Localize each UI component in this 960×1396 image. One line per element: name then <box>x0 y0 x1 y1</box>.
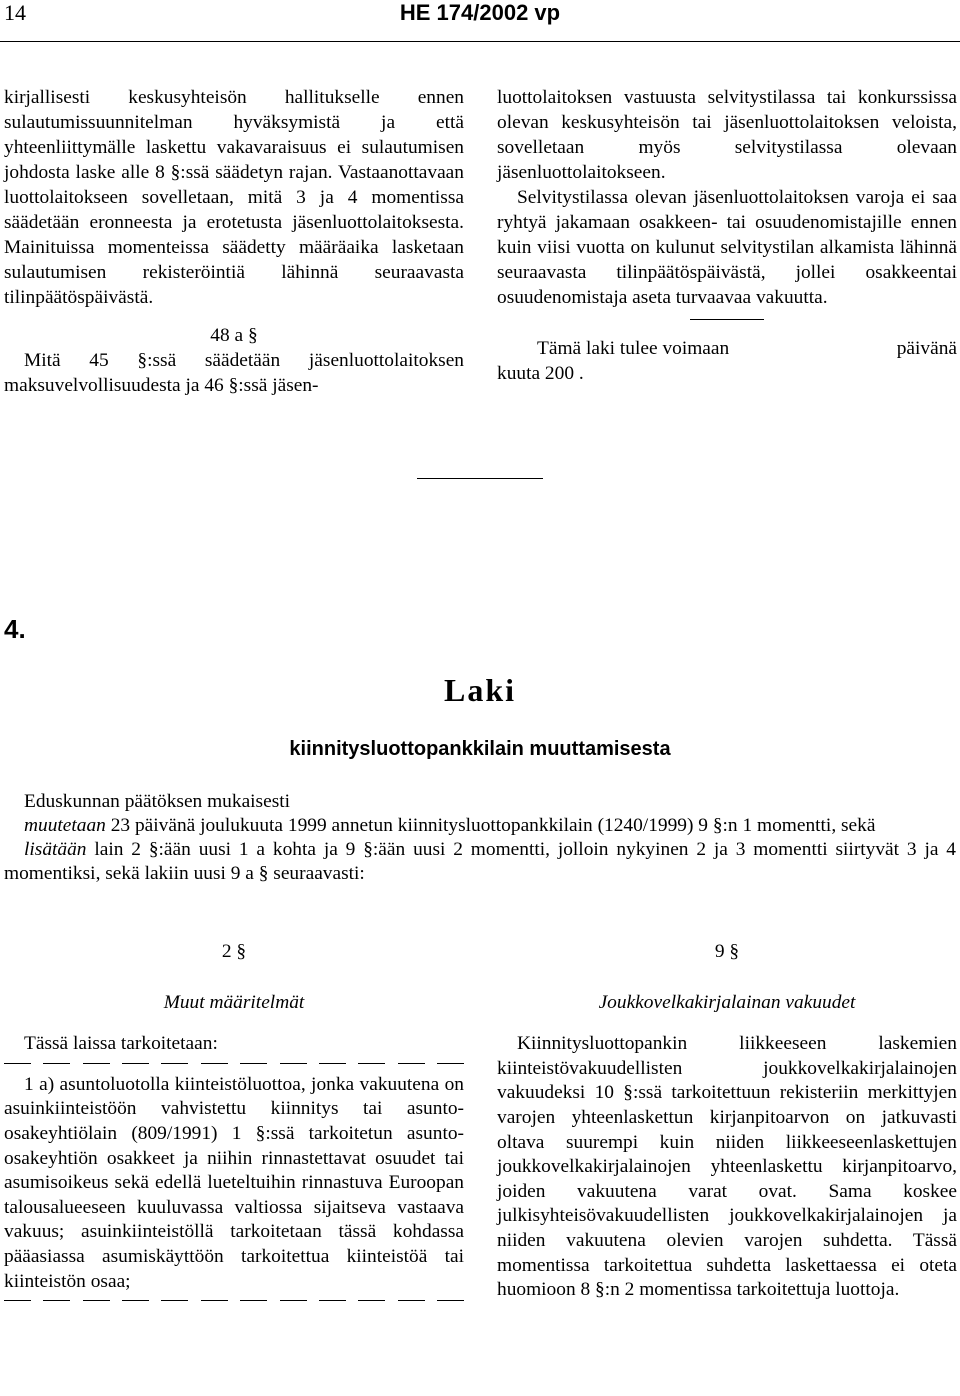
page-number: 14 <box>4 0 26 25</box>
section-9 <box>497 940 957 1303</box>
separator-rule <box>690 319 764 320</box>
section-text-48a: Mitä 45 §:ssä säädetään jäsenluottolaitoksen maksuvelvollisuudesta ja 46 §:ssä jäsen- <box>4 350 464 396</box>
entry-into-force-day: päivänä <box>896 338 957 359</box>
amend-word: muutetaan <box>24 815 106 836</box>
section-heading-48a: 48 a § <box>210 325 258 346</box>
law-subtitle: kiinnitysluottopankkilain muuttamisesta <box>289 738 671 760</box>
omission-dashes <box>4 1294 464 1306</box>
left-column-top <box>4 85 464 398</box>
header-rule <box>0 41 960 42</box>
amend-text: 23 päivänä joulukuuta 1999 annetun kiinnitysluottopankkilain (1240/1999) 9 §:n 1 momentti, sekä <box>105 815 876 836</box>
paragraph: luottolaitoksen vastuusta selvitystilassa tai konkurssissa olevan keskusyhteisön tai jäsenluottolaitoksen veloista, sovelletaan myös selvitystilassa olevaan jäsenluottolaitokseen. <box>497 87 957 183</box>
section-title: Joukkovelkakirjalainan vakuudet <box>598 991 856 1013</box>
enacting-clause: Eduskunnan päätöksen mukaisesti <box>24 791 291 812</box>
document-id: HE 174/2002 vp <box>399 0 561 25</box>
section-number: 2 § <box>221 941 247 962</box>
paragraph: Selvitystilassa olevan jäsenluottolaitoksen varoja ei saa ryhtyä jakamaan osakkeen- tai osuudenomistajille ennen kuin viisi vuotta on kulunut selvitystilan alkamista lähinnä seuraavasta tilinpäätöspäivästä, jollei osakkeentai osuudenomistaja aseta turvaavaa vakuutta. <box>497 187 957 308</box>
right-column-top <box>497 85 957 386</box>
entry-into-force-text: Tämä laki tulee voimaan <box>537 338 730 359</box>
section-body: Kiinnitysluottopankin liikkeeseen laskemien kiinteistövakuudellisten joukkovelkakirjalainojen vakuudeksi 10 §:ssä tarkoitettuun rekisteriin merkittyjen varojen yhteenlaskettun kirjanpitoarvon on jatkuvasti oltava suurempi kuin niiden liikkeeseenlaskettujen joukkovelkakirjalainojen yhteenlaskettu kirjanpitoarvo, joiden vakuutena varat ovat. Sama koskee julkisyhteisövakuudellisten joukkovelkakirjalainojen ja niiden vakuutena olevien varojen suhdetta. Tässä momentissa tarkoitettua suhdetta laskettaessa ei oteta huomioon 8 §:n 2 momentissa tarkoitettuja luottoja. <box>497 1033 957 1301</box>
section-title: Muut määritelmät <box>163 991 305 1013</box>
section-number: 9 § <box>714 941 740 962</box>
add-word: lisätään <box>24 839 87 860</box>
section-2 <box>4 940 464 1306</box>
section-body: 1 a) asuntoluotolla kiinteistöluottoa, jonka vakuutena on asuinkiinteistöön vahvistettu kiinnitys tai asunto-osakeyhtiölain (809/1991) 1 §:ssä tarkoitetun asunto-osakeyhtiön osakkeet ja niihin rinnastettavat osuudet tai asumisoikeus sekä edellä lueteltuihin rinnastuva Euroopan talousalueeseen kuuluvassa valtiossa sijaitseva vastaava vakuus; asuinkiinteistöllä tarkoitetaan tässä kohdassa pääasiassa asumiskäyttöön tarkoitettua kiinteistöä tai kiinteistön osaa; <box>4 1073 464 1292</box>
entry-into-force-month: kuuta 200 . <box>497 363 584 384</box>
end-of-law-rule <box>417 478 543 479</box>
section-lead: Tässä laissa tarkoitetaan: <box>24 1033 218 1055</box>
law-number: 4. <box>4 614 26 644</box>
amend-clause <box>4 814 956 838</box>
entry-into-force-line <box>497 336 957 361</box>
paragraph: kirjallisesti keskusyhteisön hallitukselle ennen sulautumissuunnitelman hyväksymistä ja että yhteenliittymälle laskettu vakavaraisuus ei sulautumisen johdosta laske alle 8 §:ssä säädetyn rajan. Vastaanottavaan luottolaitokseen sovelletaan, mitä 3 ja 4 momentissa säädetään eronneesta ja erotetusta jäsenluottolaitoksesta. Mainituissa momenteissa säädetty määräaika lasketaan sulautumisen rekisteröintiä lähinnä seuraavasta tilinpäätöspäivästä. <box>4 87 464 308</box>
add-text: lain 2 §:ään uusi 1 a kohta ja 9 §:ään uusi 2 momentti, jolloin nykyinen 2 ja 3 momentti siirtyvät 3 ja 4 momentiksi, sekä lakiin uusi 9 a § seuraavasti: <box>4 839 956 884</box>
add-clause <box>4 838 956 886</box>
omission-dashes <box>4 1057 464 1069</box>
law-title: Laki <box>443 672 517 708</box>
law-introduction <box>4 790 956 886</box>
